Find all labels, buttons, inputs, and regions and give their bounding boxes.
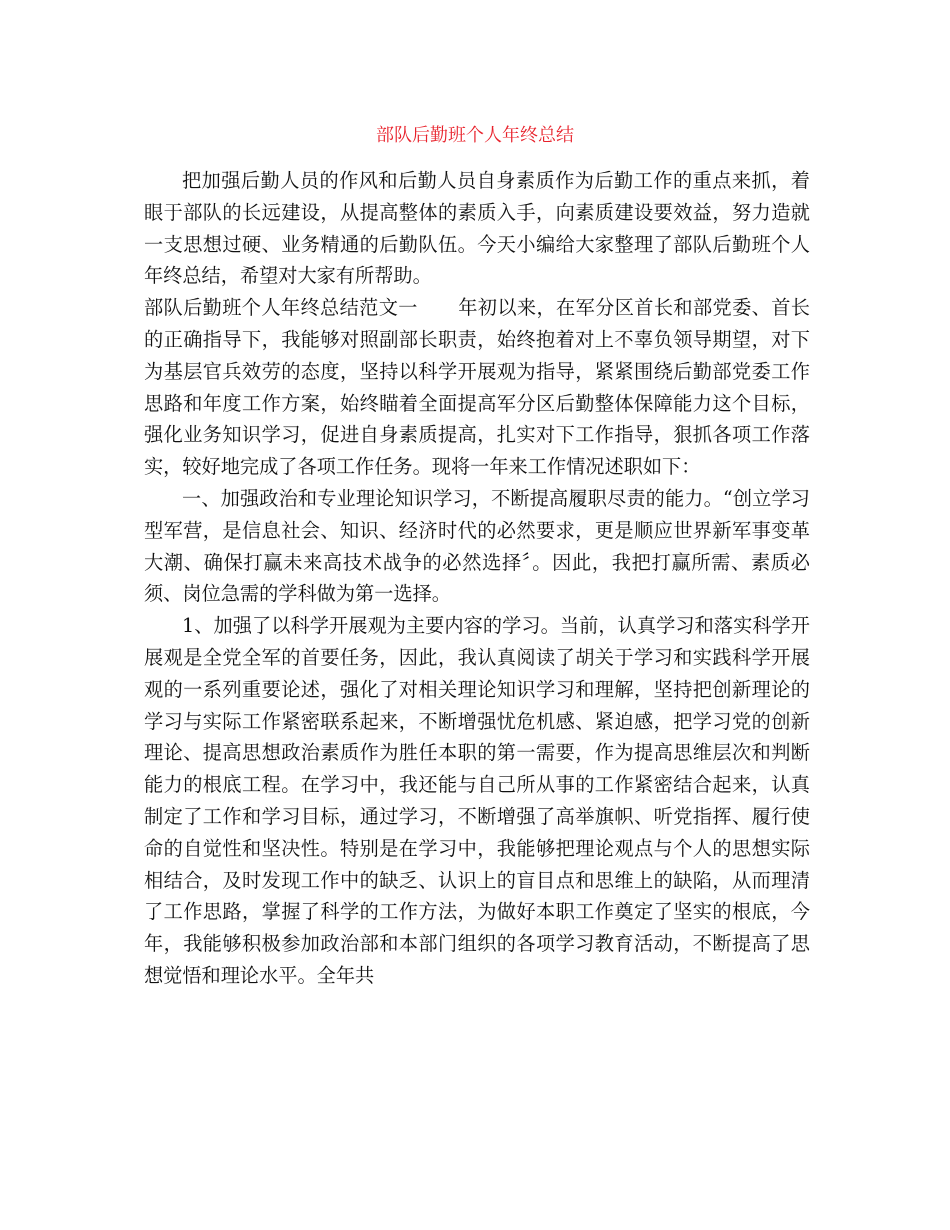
section-1-paragraph: 一、加强政治和专业理论知识学习，不断提高履职尽责的能力。“创立学习型军营，是信息社会、知识、经济时代的必然要求，更是顺应世界新军事变革大潮、确保打赢未来高技术战争的必然选择〞。因此，我把打赢所需、素质必须、岗位急需的学科做为第一选择。 [144, 486, 810, 606]
sample-intro-text: 年初以来，在军分区首长和部党委、首长的正确指导下，我能够对照副部长职责，始终抱着对上不辜负领导期望，对下为基层官兵效劳的态度，坚持以科学开展观为指导，紧紧围绕后勤部党委工作思路和年度工作方案，始终瞄着全面提高军分区后勤整体保障能力这个目标，强化业务知识学习，促进自身素质提高，扎实对下工作指导，狠抓各项工作落实，较好地完成了各项工作任务。现将一年来工作情况述职如下： [144, 296, 810, 479]
intro-paragraph: 把加强后勤人员的作风和后勤人员自身素质作为后勤工作的重点来抓，着眼于部队的长远建设，从提高整体的素质入手，向素质建设要效益，努力造就一支思想过硬、业务精通的后勤队伍。今天小编给大家整理了部队后勤班个人年终总结，希望对大家有所帮助。 [144, 169, 810, 288]
sample-paragraph [144, 292, 810, 483]
document-title: 部队后勤班个人年终总结 [376, 125, 574, 146]
sample-heading: 部队后勤班个人年终总结范文一 [144, 296, 418, 320]
point-1-paragraph: 1、加强了以科学开展观为主要内容的学习。当前，认真学习和落实科学开展观是全党全军的首要任务，因此，我认真阅读了胡关于学习和实践科学开展观的一系列重要论述，强化了对相关理论知识学习和理解，坚持把创新理论的学习与实际工作紧密联系起来，不断增强忧危机感、紧迫感，把学习党的创新理论、提高思想政治素质作为胜任本职的第一需要，作为提高思维层次和判断能力的根底工程。在学习中，我还能与自己所从事的工作紧密结合起来，认真制定了工作和学习目标，通过学习，不断增强了高举旗帜、听党指挥、履行使命的自觉性和坚决性。特别是在学习中，我能够把理论观点与个人的思想实际相结合，及时发现工作中的缺乏、认识上的盲目点和思维上的缺陷，从而理清了工作思路，掌握了科学的工作方法，为做好本职工作奠定了坚实的根底，今年，我能够积极参加政治部和本部门组织的各项学习教育活动，不断提高了思想觉悟和理论水平。全年共 [144, 614, 810, 987]
document-body [144, 165, 810, 992]
